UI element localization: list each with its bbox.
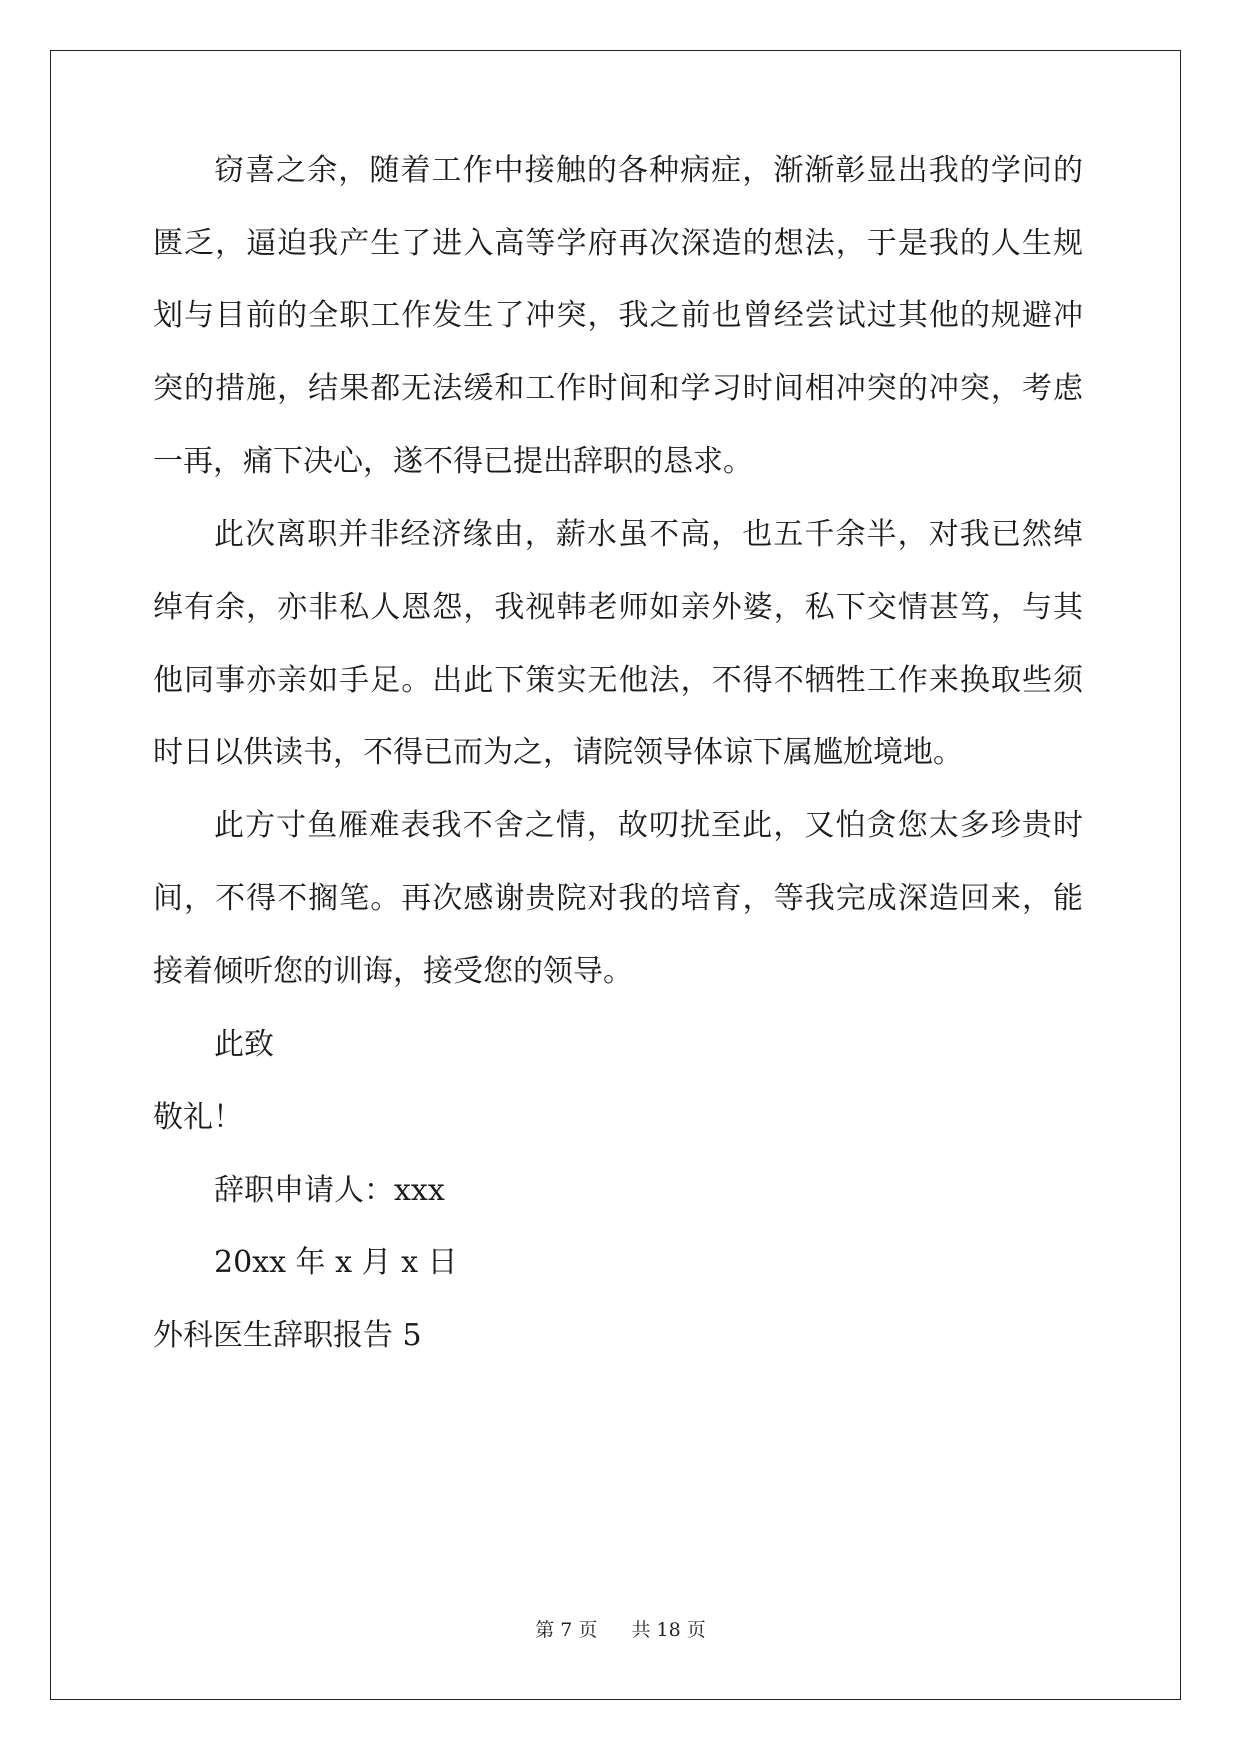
- paragraph-3-line-2: 间，不得不搁笔。再次感谢贵院对我的培育，等我完成深造回来，能: [153, 881, 1083, 916]
- paragraph-1-line-3: 划与目前的全职工作发生了冲突，我之前也曾经尝试过其他的规避冲: [153, 298, 1083, 333]
- paragraph-3-line-1: 此方寸鱼雁难表我不舍之情，故叨扰至此，又怕贪您太多珍贵时: [214, 808, 1083, 843]
- paragraph-1-line-5: 一再，痛下决心，遂不得已提出辞职的恳求。: [153, 444, 753, 479]
- salutation-text: 敬礼！: [153, 1100, 243, 1135]
- closing-text: 此致: [214, 1027, 274, 1062]
- page-footer: [0, 1618, 1241, 1642]
- paragraph-3-line-3: 接着倾听您的训诲，接受您的领导。: [153, 954, 633, 989]
- paragraph-1-line-2: 匮乏，逼迫我产生了进入高等学府再次深造的想法，于是我的人生规: [153, 226, 1083, 261]
- signature-line: 辞职申请人：xxx: [214, 1173, 445, 1208]
- date-line: 20xx 年 x 月 x 日: [214, 1245, 458, 1280]
- paragraph-2-line-2: 绰有余，亦非私人恩怨，我视韩老师如亲外婆，私下交情甚笃，与其: [153, 590, 1083, 625]
- paragraph-1-line-1: 窃喜之余，随着工作中接触的各种病症，渐渐彰显出我的学问的: [214, 153, 1083, 188]
- next-section-title: 外科医生辞职报告 5: [153, 1318, 422, 1353]
- page-total: 共 18 页: [631, 1619, 706, 1641]
- paragraph-1-line-4: 突的措施，结果都无法缓和工作时间和学习时间相冲突的冲突，考虑: [153, 371, 1083, 406]
- paragraph-2-line-3: 他同事亦亲如手足。出此下策实无他法，不得不牺牲工作来换取些须: [153, 663, 1083, 698]
- paragraph-2-line-4: 时日以供读书，不得已而为之，请院领导体谅下属尴尬境地。: [153, 735, 963, 770]
- page-number: 第 7 页: [535, 1619, 598, 1641]
- paragraph-2-line-1: 此次离职并非经济缘由，薪水虽不高，也五千余半，对我已然绰: [214, 517, 1083, 552]
